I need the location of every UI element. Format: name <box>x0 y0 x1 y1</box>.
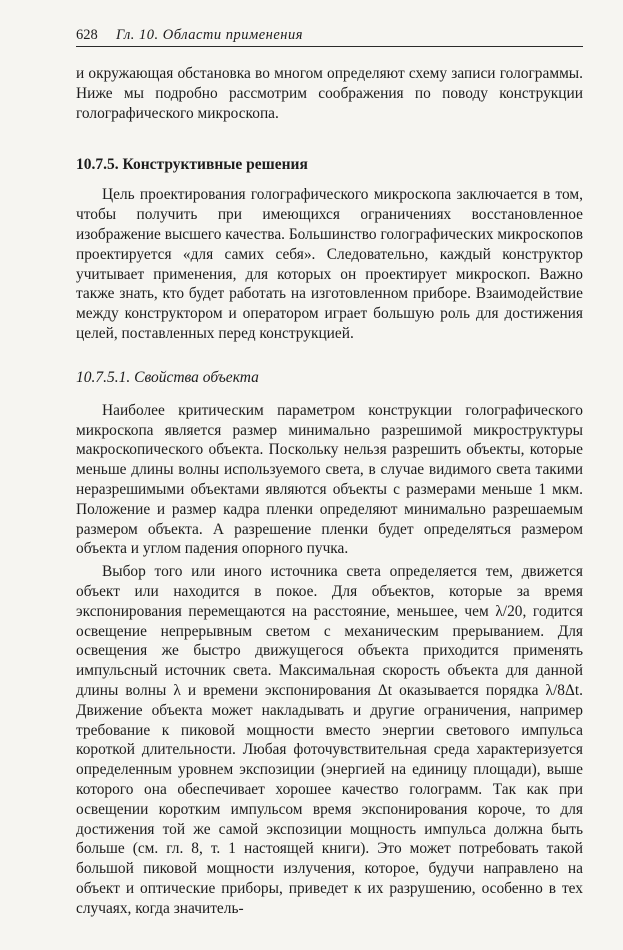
subsection-heading: 10.7.5.1. Свойства объекта <box>76 368 259 386</box>
subsection-paragraph-2: Выбор того или иного источника света определяется тем, движется объект или находится в покое. Для объектов, которые за время экспонирования перемещаются на расстояние, меньшее, чем λ/20, годится освещение непрерывным светом с механическим прерыванием. Для освещения же быстро движущегося объекта приходится применять импульсный источник света. Максимальная скорость объекта для данной длины волны λ и времени экспонирования Δt оказывается порядка λ/8Δt. Движение объекта может накладывать и другие ограничения, например требование к пиковой мощности вместо энергии светового импульса короткой длительности. Любая фоточувствительная среда характеризуется определенным уровнем экспозиции (энергией на единицу площади), выше которого она обеспечивает хорошее качество голограмм. Так как при освещении коротким импульсом время экспонирования короче, то для достижения той же самой экспозиции мощность импульса должна быть больше (см. гл. 8, т. 1 настоящей книги). Это может потребовать такой большой пиковой мощности излучения, которое, будучи направлено на объект и оптические приборы, приведет к их разрушению, особенно в тех случаях, когда значитель- <box>76 563 583 917</box>
running-title: Гл. 10. Области применения <box>116 27 303 43</box>
book-page <box>76 24 583 918</box>
subsection-paragraph-1: Наиболее критическим параметром конструкции голографического микроскопа является размер минимально разрешимой микроструктуры макроскопического объекта. Поскольку нельзя разрешить объекты, которые меньше длины волны используемого света, в случае видимого света такими неразрешимыми объектами являются объекты с размерами меньше 1 мкм. Положение и размер кадра пленки определяют минимально разрешаемым размером объекта. А разрешение пленки будет определяться размером объекта и углом падения опорного пучка. <box>76 401 583 558</box>
section-heading: 10.7.5. Конструктивные решения <box>76 156 308 174</box>
running-header <box>76 24 583 47</box>
section-paragraph: Цель проектирования голографического микроскопа заключается в том, чтобы получить при имеющихся ограничениях восстановленное изображение высшего качества. Большинство голографических микроскопов проектируется «для самих себя». Следовательно, каждый конструктор учитывает применения, для которых он проектирует микроскоп. Важно также знать, кто будет работать на изготовленном приборе. Взаимодействие между конструктором и оператором играет большую роль для достижения целей, поставленных перед конструкцией. <box>76 186 583 342</box>
intro-paragraph: и окружающая обстановка во многом определяют схему записи голограммы. Ниже мы подробно рассмотрим соображения по поводу конструкции голографического микроскопа. <box>76 65 583 122</box>
page-number: 628 <box>76 27 98 43</box>
